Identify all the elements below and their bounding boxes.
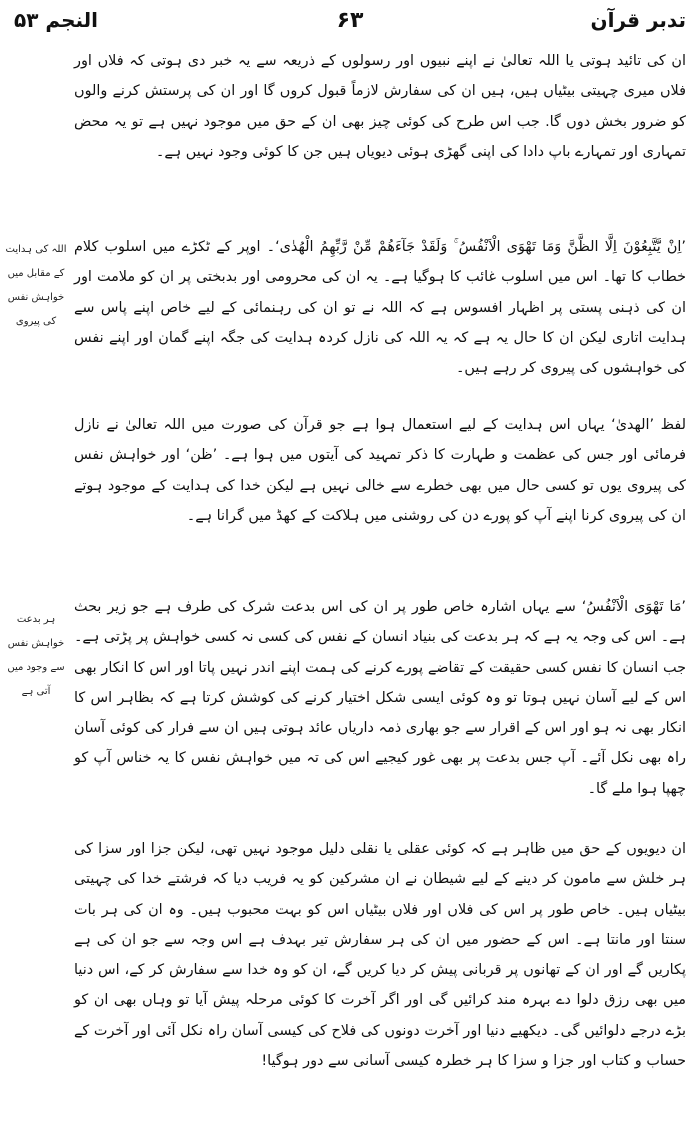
margin-note-innovation: ہر بدعت خواہش نفس سے وجود میں آتی ہے	[7, 614, 65, 697]
surah-title: النجم ۵۳	[14, 8, 99, 32]
paragraph-2: ’اِنْ یَّتَّبِعُوْنَ اِلَّا الظَّنَّ وَمَا تَهْوَى الْاَنْفُسُ ۚ وَلَقَدْ جَآءَهُمْ مِّنْ رَّبِّهِمُ الْهُدٰى‘۔ اوپر کے ٹکڑے میں اسلوب کلام خطاب کا تھا۔ اس میں اسلوب غائب کا ہوگیا ہے۔ یہ ان کی محرومی اور بدبختی پر ان کو ملامت اور ان کی ذہنی پستی پر اظہار افسوس ہے کہ اللہ نے تو ان کی رہنمائی کے لیے خاص اپنے پاس سے ہدایت اتاری لیکن ان کا حال یہ ہے کہ یہ اللہ کی نازل کردہ ہدایت کی جگہ اپنے گمان اور اپنے نفس کی خواہشوں کی پیروی کر رہے ہیں۔	[74, 239, 686, 377]
margin-note-guidance: اللہ کی ہدایت کے مقابل میں خواہش نفس کی پیروی	[5, 244, 67, 327]
paragraph-4: ’مَا تَهْوَى الْاَنْفُسُ‘ سے یہاں اشارہ خاص طور پر ان کی اس بدعت شرک کی طرف ہے جو زیر بحث ہے۔ اس کی وجہ یہ ہے کہ ہر بدعت کی بنیاد انسان کے نفس کی کسی نہ کسی خواہش پر پڑتی ہے۔ جب انسان کا نفس کسی حقیقت کے تقاضے پورے کرنے کی ہمت اپنے اندر نہیں پاتا اور اس کا انکار بھی اس کے لیے آسان نہیں ہوتا تو وہ کوئی ایسی شکل اختیار کرنے کی کوشش کرتا ہے کہ بظاہر اس کا انکار بھی نہ ہو اور اس کے اقرار سے جو بھاری ذمہ داریاں عائد ہوتی ہیں ان سے فرار کی کوئی آسان راہ بھی نکل آئے۔ آپ جس بدعت پر بھی غور کیجیے اس کی تہ میں خواہش نفس کا یہ خناس آپ کو چھپا ہوا ملے گا۔	[74, 599, 686, 797]
paragraph-5: ان دیویوں کے حق میں ظاہر ہے کہ کوئی عقلی یا نقلی دلیل موجود نہیں تھی، لیکن جزا اور سزا کی ہر خلش سے مامون کر دینے کے لیے شیطان نے ان مشرکین کو یہ فریب دیا کہ فرشتے خدا کی چہیتی بیٹیاں ہیں۔ خاص طور پر اس کی فلاں اور فلاں بیٹیاں اس کو بہت محبوب ہیں۔ وہ ان کی ہر بات سنتا اور مانتا ہے۔ اس کے حضور میں ان کی ہر سفارش تیر بہدف ہے اس وجہ سے جو ان کی ہے پکاریں گے اور ان کے تھانوں پر قربانی پیش کر دیا کریں گے، ان کو وہ خدا سے سفارش کر کے، اس دنیا میں بھی رزق دلوا دے بہرہ مند کرائیں گی اور اگر آخرت کا کوئی مرحلہ پیش آیا تو وہاں بھی ان کو بڑے درجے دلوائیں گی۔ دیکھیے دنیا اور آخرت دونوں کی فلاح کی کیسی آسان راہ نکل آئی اور آخرت کے حساب و کتاب اور جزا و سزا کا ہر خطرہ کیسی آسانی سے دور ہوگیا!	[74, 841, 686, 1070]
page-header	[0, 4, 700, 38]
paragraph-3: لفظ ’الھدیٰ‘ یہاں اس ہدایت کے لیے استعمال ہوا ہے جو قرآن کی صورت میں اللہ تعالیٰ نے نازل فرمائی اور جس کی عظمت و طہارت کا ذکر تمہید کی آیتوں میں ہوا ہے۔ ’ظن‘ اور خواہش نفس کی پیروی یوں تو کسی حال میں بھی خطرے سے خالی نہیں ہے لیکن خدا کی ہدایت کے موجود ہوتے ان کی پیروی کرنا اپنے آپ کو پورے دن کی روشنی میں ہلاکت کے کھڈ میں گرانا ہے۔	[74, 417, 686, 524]
page-number: ۶۳	[336, 8, 364, 33]
book-title: تدبر قرآن	[590, 8, 686, 32]
paragraph-1: ان کی تائید ہوتی یا اللہ تعالیٰ نے اپنے نبیوں اور رسولوں کے ذریعہ سے یہ خبر دی ہوتی کہ فلاں اور فلاں میری چہیتی بیٹیاں ہیں، ہیں ان کی سفارش لازماً قبول کروں گا اور ان کی پرستش کرنے والوں کو ضرور بخش دوں گا. جب اس طرح کی کوئی چیز بھی ان کے حق میں موجود نہیں ہے تو یہ محض تمہاری اور تمہارے باپ دادا کی اپنی گھڑی ہوئی دیویاں ہیں جن کا کوئی وجود نہیں ہے۔	[74, 53, 686, 160]
